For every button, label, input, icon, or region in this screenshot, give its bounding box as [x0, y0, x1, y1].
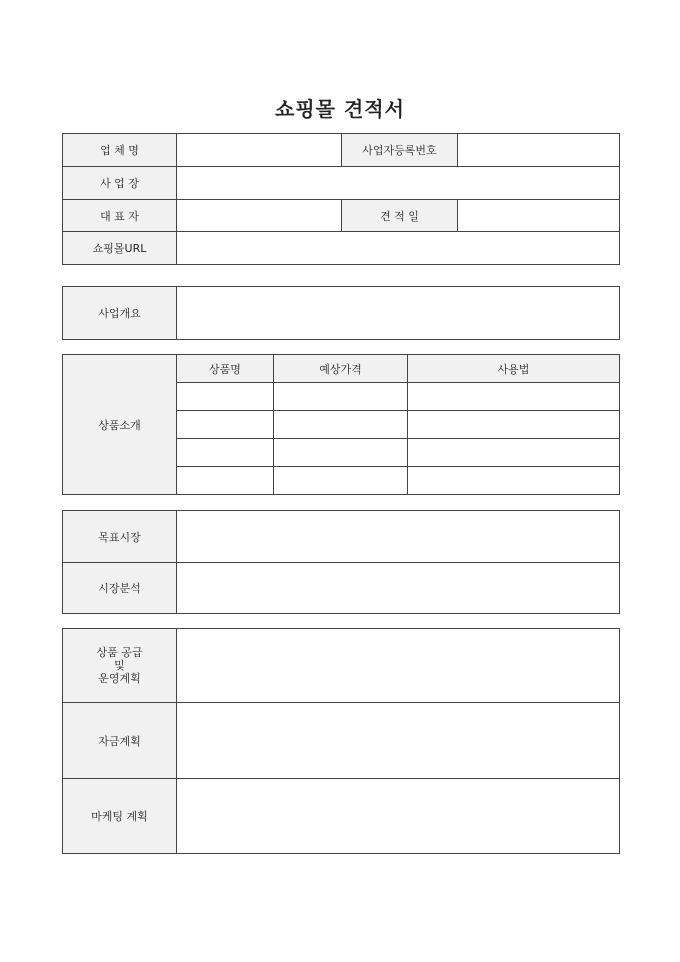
marketing-plan-field[interactable]: [177, 779, 620, 854]
company-name-field[interactable]: [177, 134, 342, 167]
business-reg-no-label: 사업자등록번호: [342, 134, 458, 167]
marketing-plan-label: 마케팅 계획: [63, 779, 177, 854]
product-name-cell[interactable]: [177, 383, 274, 411]
column-header-usage: 사용법: [408, 355, 620, 383]
market-table: [62, 510, 620, 614]
market-analysis-field[interactable]: [177, 563, 620, 614]
expected-price-cell[interactable]: [274, 411, 408, 439]
column-header-product-name: 상품명: [177, 355, 274, 383]
business-overview-field[interactable]: [177, 287, 620, 340]
expected-price-cell[interactable]: [274, 439, 408, 467]
business-address-field[interactable]: [177, 167, 620, 200]
shop-url-field[interactable]: [177, 232, 620, 265]
market-analysis-label: 시장분석: [63, 563, 177, 614]
supply-operation-plan-label: [63, 629, 177, 703]
usage-cell[interactable]: [408, 467, 620, 495]
supply-plan-line1: 상품 공급: [96, 646, 143, 659]
column-header-expected-price: 예상가격: [274, 355, 408, 383]
product-name-cell[interactable]: [177, 411, 274, 439]
product-name-cell[interactable]: [177, 467, 274, 495]
product-intro-table: [62, 354, 620, 495]
plans-table: [62, 628, 620, 854]
supply-plan-line3: 운영계획: [98, 672, 141, 685]
funding-plan-label: 자금계획: [63, 703, 177, 779]
estimate-date-label: 견 적 일: [342, 200, 458, 232]
business-overview-label: 사업개요: [63, 287, 177, 340]
usage-cell[interactable]: [408, 439, 620, 467]
representative-label: 대 표 자: [63, 200, 177, 232]
document-title: 쇼핑몰 견적서: [275, 97, 405, 121]
funding-plan-field[interactable]: [177, 703, 620, 779]
company-name-label: 업 체 명: [63, 134, 177, 167]
target-market-label: 목표시장: [63, 511, 177, 563]
business-overview-table: [62, 286, 620, 340]
usage-cell[interactable]: [408, 411, 620, 439]
usage-cell[interactable]: [408, 383, 620, 411]
representative-field[interactable]: [177, 200, 342, 232]
expected-price-cell[interactable]: [274, 467, 408, 495]
shop-url-label: 쇼핑몰URL: [63, 232, 177, 265]
business-address-label: 사 업 장: [63, 167, 177, 200]
company-info-table: [62, 133, 620, 265]
supply-operation-plan-field[interactable]: [177, 629, 620, 703]
supply-plan-line2: 및: [114, 659, 125, 672]
business-reg-no-field[interactable]: [458, 134, 620, 167]
product-intro-label: 상품소개: [63, 355, 177, 495]
expected-price-cell[interactable]: [274, 383, 408, 411]
target-market-field[interactable]: [177, 511, 620, 563]
estimate-date-field[interactable]: [458, 200, 620, 232]
product-name-cell[interactable]: [177, 439, 274, 467]
